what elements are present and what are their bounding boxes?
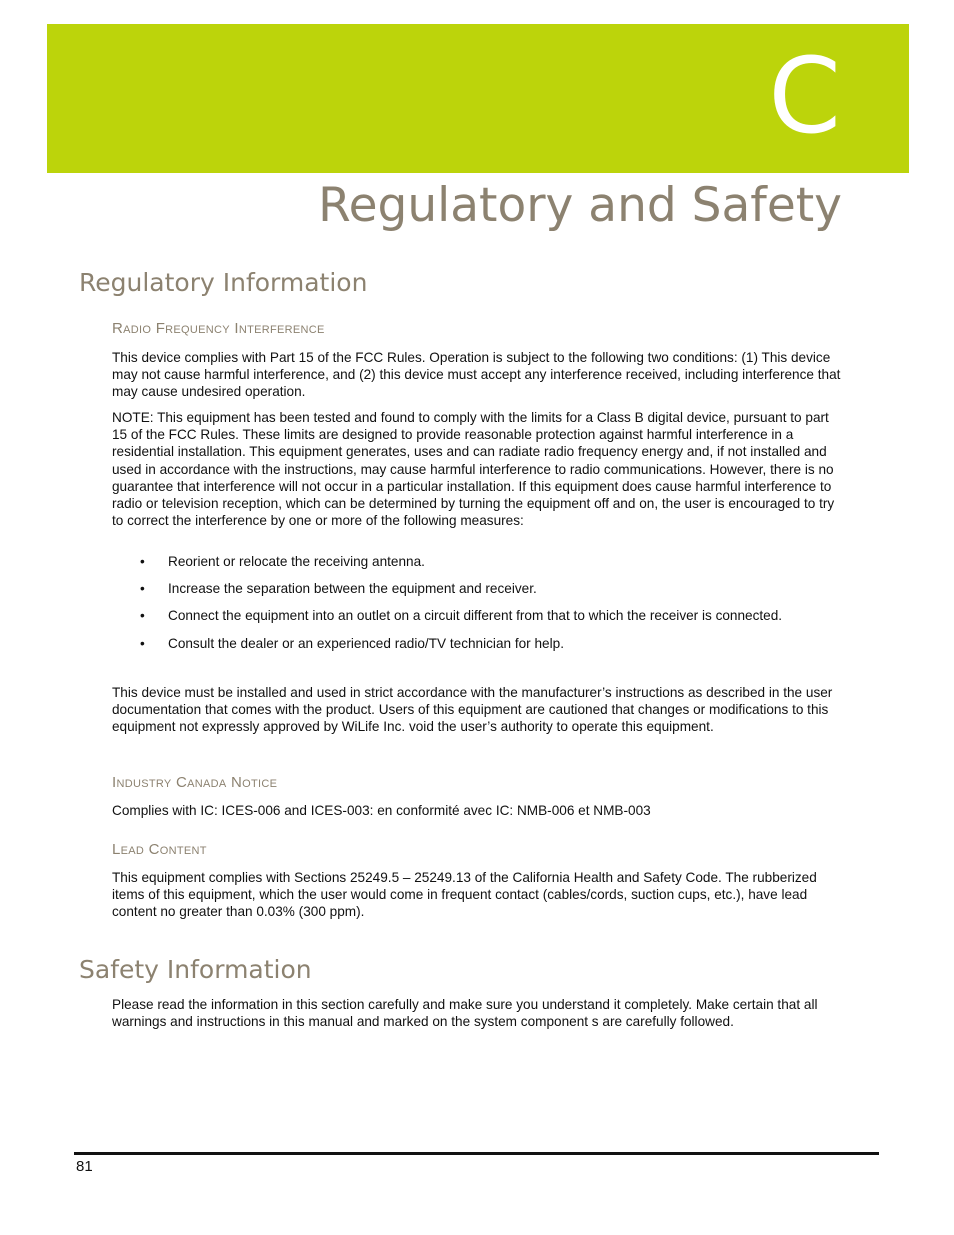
lead-paragraph: This equipment complies with Sections 25249.5 – 25249.13 of the California Health and Safety Code. The rubberized items of this equipment, which the user would come in frequent contact (cables/cords, suction cups, etc.), have lead content no greater than 0.03% (300 ppm). <box>112 870 817 920</box>
ic-paragraph: Complies with IC: ICES-006 and ICES-003: en conformité avec IC: NMB-006 et NMB-003 <box>112 803 651 818</box>
bullet-icon: • <box>140 608 145 624</box>
bullet-icon: • <box>140 554 145 569</box>
list-item-text: Consult the dealer or an experienced radio/TV technician for help. <box>168 635 564 651</box>
rf-paragraph-3: This device must be installed and used in strict accordance with the manufacturer’s instructions as described in the user documentation that comes with the product. Users of this equipment are cautioned that changes or modifications to this equipment not expressly approved by WiLife Inc. void the user’s authority to operate this equipment. <box>112 685 833 735</box>
footer-rule <box>74 1152 879 1155</box>
measures-list <box>112 553 812 662</box>
subsection-heading-lead: Lead Content <box>112 841 207 858</box>
list-item-text: Connect the equipment into an outlet on a circuit different from that to which the receiver is connected. <box>168 608 783 624</box>
chapter-letter: C <box>768 35 841 157</box>
list-item-text: Reorient or relocate the receiving antenna. <box>168 554 425 569</box>
list-item <box>112 580 812 597</box>
section-heading-safety: Safety Information <box>79 955 312 984</box>
bullet-icon: • <box>140 635 145 651</box>
subsection-heading-ic: Industry Canada Notice <box>112 774 278 791</box>
chapter-banner <box>47 24 909 173</box>
subsection-heading-rf: Radio Frequency Interference <box>112 320 325 337</box>
rf-paragraph-2: NOTE: This equipment has been tested and found to comply with the limits for a Class B digital device, pursuant to part 15 of the FCC Rules. These limits are designed to provide reasonable protection against harmful interference in a residential installation. This equipment generates, uses and can radiate radio frequency energy and, if not installed and used in accordance with the instructions, may cause harmful interference to radio communications. However, there is no guarantee that interference will not occur in a particular installation. If this equipment does cause harmful interference to radio or television reception, which can be determined by turning the equipment off and on, the user is encouraged to try to correct the interference by one or more of the following measures: <box>112 410 835 529</box>
list-item <box>112 635 812 652</box>
list-item-text: Increase the separation between the equipment and receiver. <box>168 581 537 597</box>
chapter-title: Regulatory and Safety <box>318 178 842 233</box>
bullet-icon: • <box>140 581 145 597</box>
rf-paragraph-1: This device complies with Part 15 of the FCC Rules. Operation is subject to the following two conditions: (1) This device may not cause harmful interference, and (2) this device must accept any interference received, including interference that may cause undesired operation. <box>112 350 841 400</box>
list-item <box>112 607 812 624</box>
page-number: 81 <box>76 1158 93 1175</box>
section-heading-regulatory: Regulatory Information <box>79 268 368 297</box>
list-item <box>112 553 812 570</box>
safety-paragraph: Please read the information in this section carefully and make sure you understand it completely. Make certain that all warnings and instructions in this manual and marked on the system component s are carefully followed. <box>112 997 818 1030</box>
